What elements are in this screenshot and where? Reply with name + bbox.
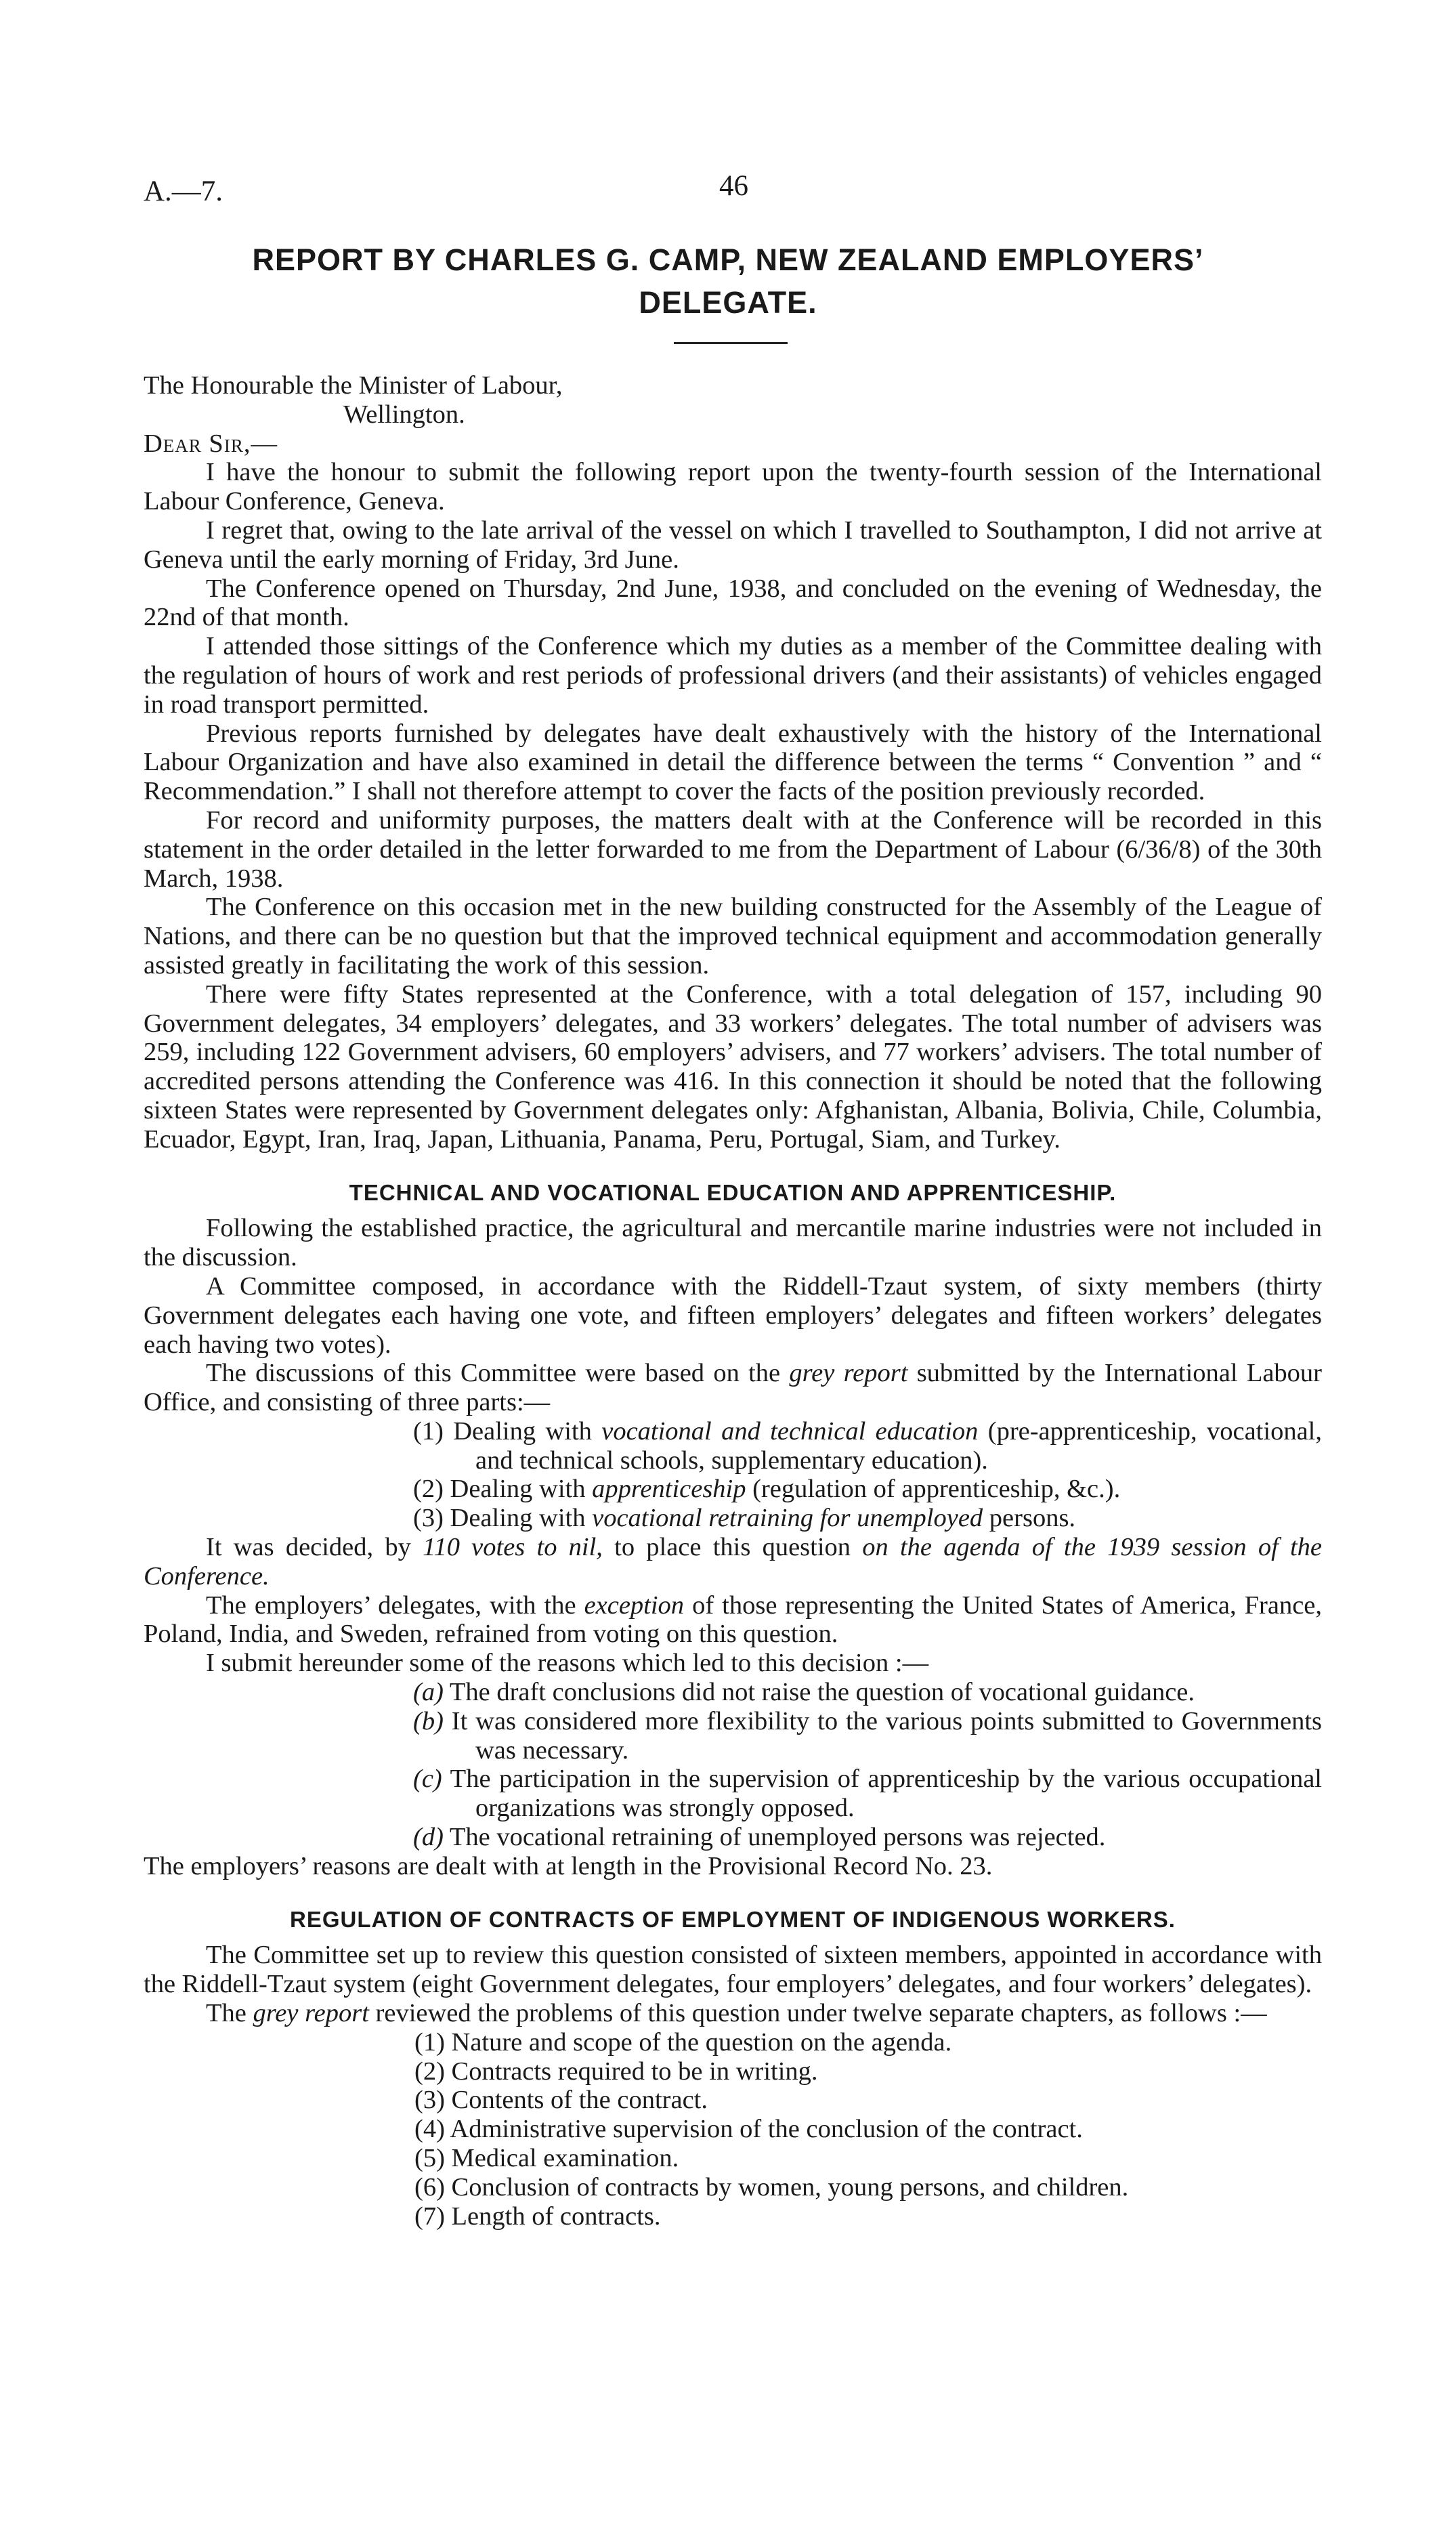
section1-paragraph: Following the established practice, the agricultural and mercantile marine industries were not included in the discussion. bbox=[144, 1214, 1322, 1272]
intro-paragraph: Previous reports furnished by delegates have dealt exhaustively with the history of the International Labour Organization and have also examined in detail the difference between the terms “ Convention ” and “ Recommendation.” I shall not therefore attempt to cover the facts of the position previously recorded. bbox=[144, 719, 1322, 806]
title-line-1: REPORT BY CHARLES G. CAMP, NEW ZEALAND EMPLOYERS’ bbox=[252, 243, 1204, 277]
title-line-2: DELEGATE. bbox=[639, 285, 817, 320]
emphasis: grey report bbox=[789, 1359, 908, 1388]
emphasis: apprenticeship bbox=[592, 1475, 746, 1504]
text-run: The discussions of this Committee were based on the bbox=[206, 1359, 790, 1388]
list-number: (3) bbox=[413, 1504, 444, 1533]
intro-paragraph: For record and uniformity purposes, the matters dealt with at the Conference will be recorded in this statement in the order detailed in the letter forwarded to me from the Department of Labour (6/36/8) of the 30th March, 1938. bbox=[144, 805, 1322, 893]
list-letter: (d) bbox=[413, 1823, 444, 1852]
page-number: 46 bbox=[719, 170, 748, 202]
section1-paragraph bbox=[144, 1591, 1322, 1649]
text-run: The bbox=[206, 1999, 253, 2028]
section-heading-indigenous-workers: REGULATION OF CONTRACTS OF EMPLOYMENT OF INDIGENOUS WORKERS. bbox=[290, 1906, 1176, 1932]
chapter-item: (2) Contracts required to be in writing. bbox=[414, 2057, 818, 2086]
chapter-item: (3) Contents of the contract. bbox=[414, 2086, 708, 2115]
document-reference: A.—7. bbox=[144, 175, 223, 207]
text-run: It was decided, by bbox=[206, 1533, 423, 1562]
text-run: (regulation of apprenticeship, &c.). bbox=[746, 1475, 1121, 1504]
section1-paragraph bbox=[144, 1533, 1322, 1591]
text-run: persons. bbox=[983, 1504, 1076, 1533]
chapter-item: (4) Administrative supervision of the conclusion of the contract. bbox=[414, 2115, 1083, 2144]
reason-item bbox=[144, 1823, 1322, 1852]
address-line-1: The Honourable the Minister of Labour, bbox=[144, 371, 563, 400]
emphasis: grey report bbox=[253, 1999, 369, 2028]
text-run: of those representing the United States of America, France, Poland, India, and Sweden, refrained from voting on this question. bbox=[144, 1590, 1322, 1649]
intro-paragraph: I attended those sittings of the Conference which my duties as a member of the Committee dealing with the regulation of hours of work and rest periods of professional drivers (and their assistants) of vehicles engaged in road transport permitted. bbox=[144, 632, 1322, 719]
text-run: The employers’ delegates, with the bbox=[206, 1590, 584, 1620]
salutation: Dear Sir,— bbox=[144, 429, 278, 458]
emphasis: 110 votes to nil, bbox=[423, 1533, 603, 1562]
reason-item bbox=[144, 1765, 1322, 1823]
text-run: (pre-apprenticeship, vocational, and technical schools, supplementary education). bbox=[475, 1416, 1322, 1475]
list-item bbox=[144, 1475, 1322, 1504]
chapter-item: (5) Medical examination. bbox=[414, 2144, 679, 2173]
text-run: It was considered more flexibility to the various points submitted to Governments was necessary. bbox=[451, 1706, 1322, 1765]
text-run: reviewed the problems of this question under twelve separate chapters, as follows :— bbox=[368, 1999, 1267, 2028]
emphasis: vocational and technical education bbox=[601, 1416, 979, 1446]
list-item bbox=[144, 1504, 1322, 1533]
title-rule bbox=[674, 342, 788, 344]
section1-paragraph: A Committee composed, in accordance with the Riddell-Tzaut system, of sixty members (thirty Government delegates each having one vote, and fifteen employers’ delegates and fifteen workers’ delegates each having two votes). bbox=[144, 1271, 1322, 1359]
text-run: submitted by the International Labour Office, and consisting of three parts:— bbox=[144, 1359, 1322, 1417]
list-letter: (a) bbox=[413, 1678, 444, 1707]
list-letter: (b) bbox=[413, 1706, 444, 1735]
text-run: Dealing with bbox=[453, 1416, 602, 1446]
intro-paragraph: The Conference opened on Thursday, 2nd June, 1938, and concluded on the evening of Wednesday, the 22nd of that month. bbox=[144, 574, 1322, 632]
list-item bbox=[144, 1417, 1322, 1475]
report-body bbox=[144, 371, 1322, 2231]
address-line-2: Wellington. bbox=[343, 400, 465, 429]
reason-item bbox=[144, 1678, 1322, 1707]
intro-paragraph: There were fifty States represented at the Conference, with a total delegation of 157, including 90 Government delegates, 34 employers’ delegates, and 33 workers’ delegates. The total number of advisers was 259, including 122 Government advisers, 60 employers’ advisers, and 77 workers’ advisers. The total number of accredited persons attending the Conference was 416. In this connection it should be noted that the following sixteen States were represented by Government delegates only: Afghanistan, Albania, Bolivia, Chile, Columbia, Ecuador, Egypt, Iran, Iraq, Japan, Lithuania, Panama, Peru, Portugal, Siam, and Turkey. bbox=[144, 979, 1322, 1154]
section1-closing: The employers’ reasons are dealt with at length in the Provisional Record No. 23. bbox=[144, 1851, 993, 1880]
intro-paragraph: The Conference on this occasion met in the new building constructed for the Assembly of the League of Nations, and there can be no question but that the improved technical equipment and accommodation generally assisted greatly in facilitating the work of this session. bbox=[144, 893, 1322, 979]
report-title bbox=[163, 238, 1293, 324]
list-number: (1) bbox=[413, 1416, 444, 1446]
section-heading-technical-education: TECHNICAL AND VOCATIONAL EDUCATION AND APPRENTICESHIP. bbox=[349, 1179, 1117, 1205]
text-run: The vocational retraining of unemployed persons was rejected. bbox=[449, 1823, 1106, 1852]
text-run: Dealing with bbox=[450, 1475, 593, 1504]
section1-paragraph: I submit hereunder some of the reasons which led to this decision :— bbox=[206, 1649, 929, 1678]
emphasis: exception bbox=[584, 1590, 685, 1620]
emphasis: vocational retraining for unemployed bbox=[592, 1504, 983, 1533]
chapter-item: (6) Conclusion of contracts by women, young persons, and children. bbox=[414, 2172, 1129, 2202]
list-letter: (c) bbox=[413, 1765, 442, 1794]
text-run: The participation in the supervision of apprenticeship by the various occupational organizations was strongly opposed. bbox=[450, 1765, 1322, 1823]
section2-paragraph: The Committee set up to review this question consisted of sixteen members, appointed in accordance with the Riddell-Tzaut system (eight Government delegates, four employers’ delegates, and four workers’ delegates). bbox=[144, 1941, 1322, 1999]
text-run: to place this question bbox=[602, 1533, 863, 1562]
emphasis: on the agenda of the 1939 session of the Conference. bbox=[144, 1533, 1323, 1590]
text-run: Dealing with bbox=[450, 1504, 593, 1533]
section1-paragraph bbox=[144, 1359, 1322, 1417]
intro-paragraph: I regret that, owing to the late arrival of the vessel on which I travelled to Southampton, I did not arrive at Geneva until the early morning of Friday, 3rd June. bbox=[144, 515, 1322, 574]
text-run: The draft conclusions did not raise the question of vocational guidance. bbox=[449, 1678, 1195, 1707]
intro-paragraph: I have the honour to submit the following report upon the twenty-fourth session of the International Labour Conference, Geneva. bbox=[144, 458, 1322, 516]
section2-paragraph bbox=[144, 1999, 1322, 2028]
reason-item bbox=[144, 1707, 1322, 1765]
chapter-item: (1) Nature and scope of the question on the agenda. bbox=[414, 2027, 952, 2057]
chapter-item: (7) Length of contracts. bbox=[414, 2202, 661, 2231]
list-number: (2) bbox=[413, 1475, 444, 1504]
